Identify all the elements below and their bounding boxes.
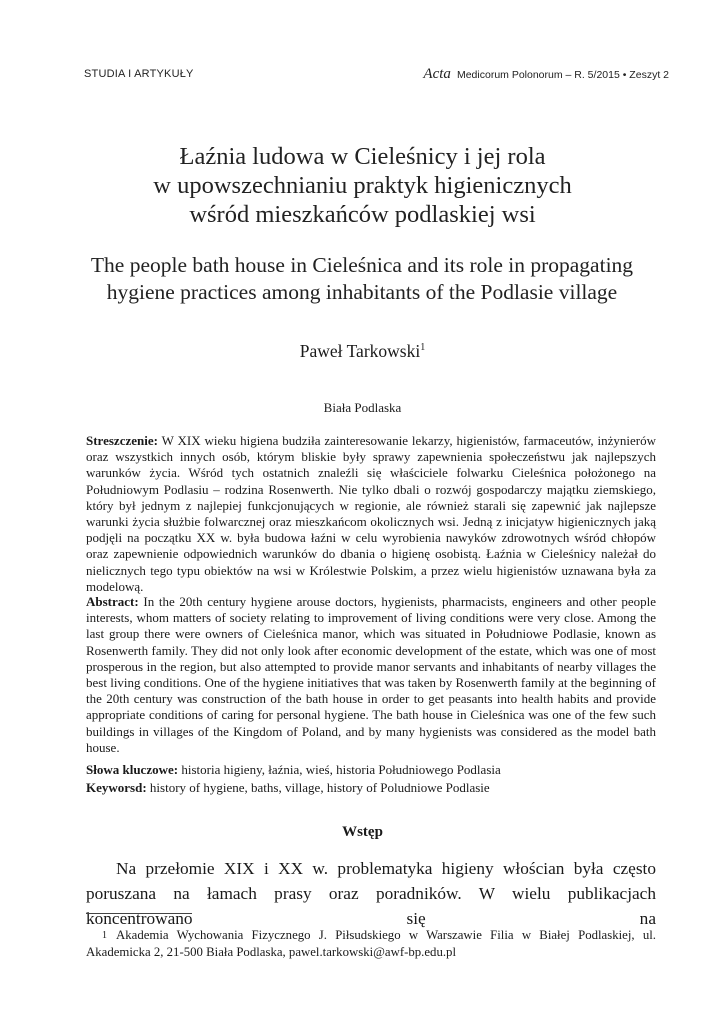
abstract-english xyxy=(86,594,656,756)
affiliation: Biała Podlaska xyxy=(323,400,402,415)
author-footnote-marker[interactable]: 1 xyxy=(420,342,426,354)
footnote-text: Akademia Wychowania Fizycznego J. Piłsudskiego w Warszawie Filia w Białej Podlaskiej, ul. Akademicka 2, 21-500 Biała Podlaska, pawel.tarkowski@awf-bp.edu.pl xyxy=(86,928,656,959)
journal-issue: Medicorum Polonorum – R. 5/2015 • Zeszyt 2 xyxy=(456,69,669,81)
keywords-pl-label: Słowa kluczowe: xyxy=(86,762,179,777)
title-en-line: The people bath house in Cieleśnica and its role in propagating xyxy=(90,253,634,277)
title-pl-line: w upowszechnianiu praktyk higienicznych xyxy=(153,172,572,199)
keywords-en-text: history of hygiene, baths, village, history of Poludniowe Podlasie xyxy=(146,780,490,795)
title-en-line: hygiene practices among inhabitants of the Podlasie village xyxy=(106,280,618,304)
keywords-pl-text: historia higieny, łaźnia, wieś, historia Południowego Podlasia xyxy=(178,762,501,777)
journal-logo: Acta xyxy=(423,66,451,82)
title-polish xyxy=(100,142,625,229)
body-paragraph: Na przełomie XIX i XX w. problematyka higieny włościan była często poruszana na łamach prasy oraz poradników. W wielu publikacjach koncentrowano się na xyxy=(86,859,656,928)
title-pl-line: Łaźnia ludowa w Cieleśnicy i jej rola xyxy=(179,143,546,170)
abstract-pl-text: W XIX wieku higiena budziła zainteresowanie lekarzy, higienistów, farmaceutów, inżynierów oraz wszystkich innych osób, którym bliskie były sprawy zapewnienia społeczeństwu jak najlepszych warunków życia. Wśród tych ostatnich znaleźli się właściciele folwarku Cieleśnica położonego na Południowym Podlasiu – rodzina Rosenwerth. Nie tylko dbali o rozwój gospodarczy majątku ziemskiego, który był jednym z najlepiej funkcjonujących w regionie, ale również starali się zapewnić jak najlepsze warunki życia służbie folwarcznej oraz mieszkańcom okolicznych wsi. Jedną z inicjatyw higienicznych jaką podjęli na początku XX w. była budowa łaźni w celu wyrobienia nawyków zdrowotnych wśród chłopów oraz zapewnienie odpowiednich warunków do dbania o higienę osobistą. Łaźnia w Cieleśnicy należał do nielicznych tego typu obiektów na wsi w Królestwie Polskim, a przez wielu higienistów uznawana była za modelową. xyxy=(86,433,656,594)
keywords-en-label: Keyworsd: xyxy=(86,780,147,795)
abstract-en-label: Abstract: xyxy=(86,594,139,609)
title-pl-line: wśród mieszkańców podlaskiej wsi xyxy=(189,201,536,228)
running-header xyxy=(84,66,669,84)
abstract-pl-label: Streszczenie: xyxy=(86,433,158,448)
section-heading: Wstęp xyxy=(342,824,383,840)
footnote-divider xyxy=(86,913,192,914)
journal-info xyxy=(423,66,669,83)
section-label: STUDIA I ARTYKUŁY xyxy=(84,68,194,80)
author-line xyxy=(0,341,725,362)
author-name: Paweł Tarkowski xyxy=(299,341,421,361)
abstract-polish xyxy=(86,433,656,595)
footnote-marker: 1 xyxy=(102,930,107,941)
title-english xyxy=(72,252,652,306)
footnote xyxy=(86,927,656,961)
keywords-polish xyxy=(86,762,656,778)
keywords-english xyxy=(86,780,656,796)
abstract-en-text: In the 20th century hygiene arouse doctors, hygienists, pharmacists, engineers and other people interests, whom matters of society relating to improvement of living conditions were very close. Among the last group there were owners of Cieleśnica manor, which was situated in Południowe Podlasie, known as Rosenwerth family. They did not only look after economic development of the estate, which was one of most prosperous in the region, but also attempted to provide manor servants and inhabitants of nearby villages the best living conditions. One of the hygiene initiatives that was taken by Rosenwerth family at the beginning of the 20th century was construction of the bath house in order to get peasants into health habits and provide appropriate conditions of caring for personal hygiene. The bath house in Cieleśnica was one of the few such buildings in villages of the Kingdom of Poland, and by many hygienists was considered as the model bath house. xyxy=(86,594,656,755)
